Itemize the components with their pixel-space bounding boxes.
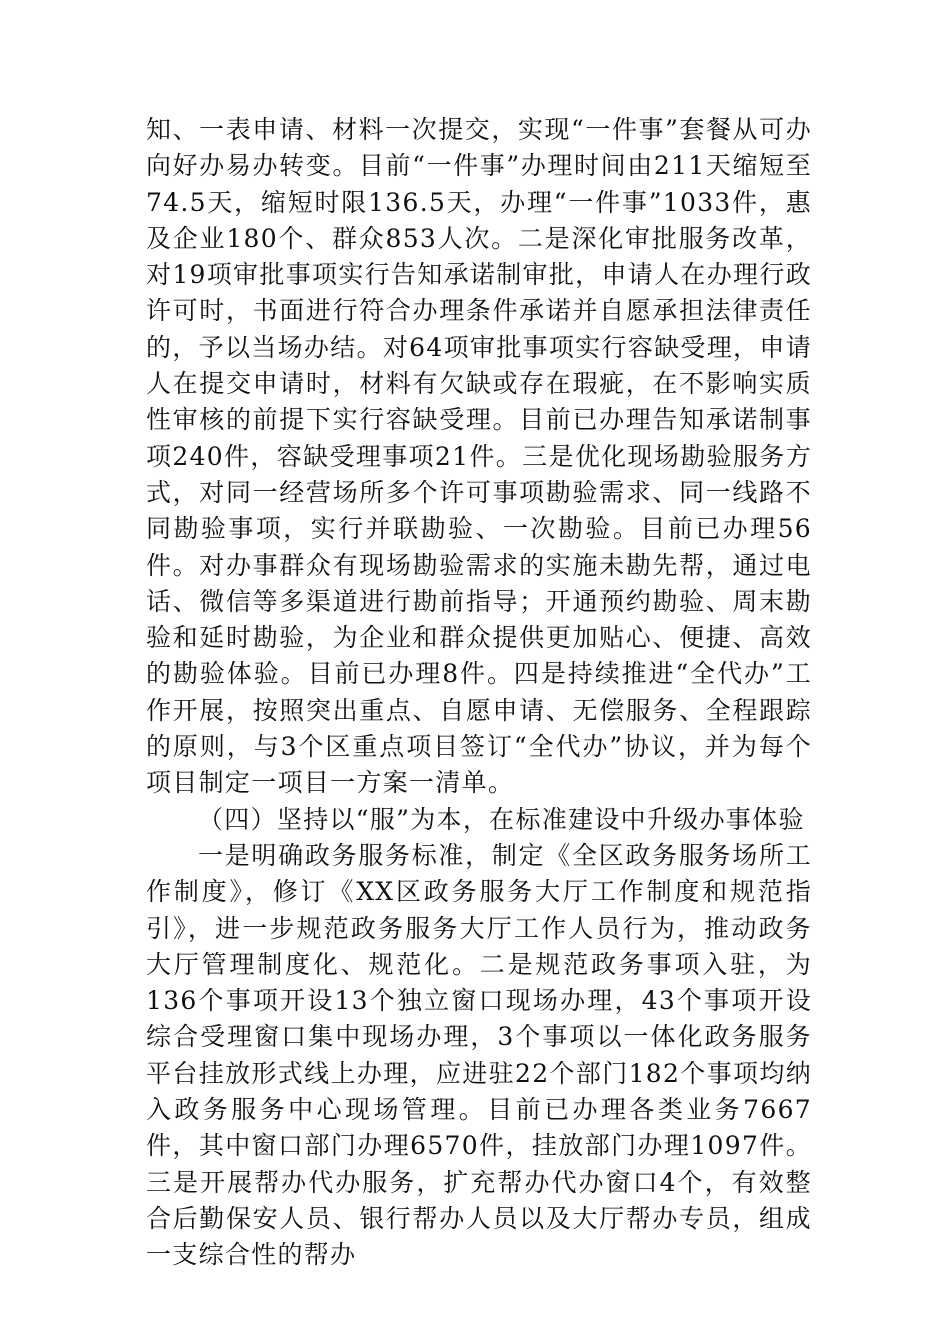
section-heading: （四）坚持以“服”为本，在标准建设中升级办事体验 (198, 804, 805, 834)
body-paragraph-continued: 知、一表申请、材料一次提交，实现“一件事”套餐从可办向好办易办转变。目前“一件事”办理时间由211天缩短至74.5天，缩短时限136.5天，办理“一件事”1033件，惠及企业180个、群众853人次。二是深化审批服务改革，对19项审批事项实行告知承诺制审批，申请人在办理行政许可时，书面进行符合办理条件承诺并自愿承担法律责任的，予以当场办结。对64项审批事项实行容缺受理，申请人在提交申请时，材料有欠缺或存在瑕疵，在不影响实质性审核的前提下实行容缺受理。目前已办理告知承诺制事项240件，容缺受理事项21件。三是优化现场勘验服务方式，对同一经营场所多个许可事项勘验需求、同一线路不同勘验事项，实行并联勘验、一次勘验。目前已办理56件。对办事群众有现场勘验需求的实施未勘先帮，通过电话、微信等多渠道进行勘前指导；开通预约勘验、周末勘验和延时勘验，为企业和群众提供更加贴心、便捷、高效的勘验体验。目前已办理8件。四是持续推进“全代办”工作开展，按照突出重点、自愿申请、无偿服务、全程跟踪的原则，与3个区重点项目签订“全代办”协议，并为每个项目制定一项目一方案一清单。 (146, 115, 812, 798)
document-page (146, 112, 812, 1274)
body-paragraph: 一是明确政务服务标准，制定《全区政务服务场所工作制度》，修订《XX区政务服务大厅工作制度和规范指引》，进一步规范政务服务大厅工作人员行为，推动政务大厅管理制度化、规范化。二是规范政务事项入驻，为136个事项开设13个独立窗口现场办理，43个事项开设综合受理窗口集中现场办理，3个事项以一体化政务服务平台挂放形式线上办理，应进驻22个部门182个事项均纳入政务服务中心现场管理。目前已办理各类业务7667件，其中窗口部门办理6570件，挂放部门办理1097件。三是开展帮办代办服务，扩充帮办代办窗口4个，有效整合后勤保安人员、银行帮办人员以及大厅帮办专员，组成一支综合性的帮办 (146, 840, 812, 1270)
